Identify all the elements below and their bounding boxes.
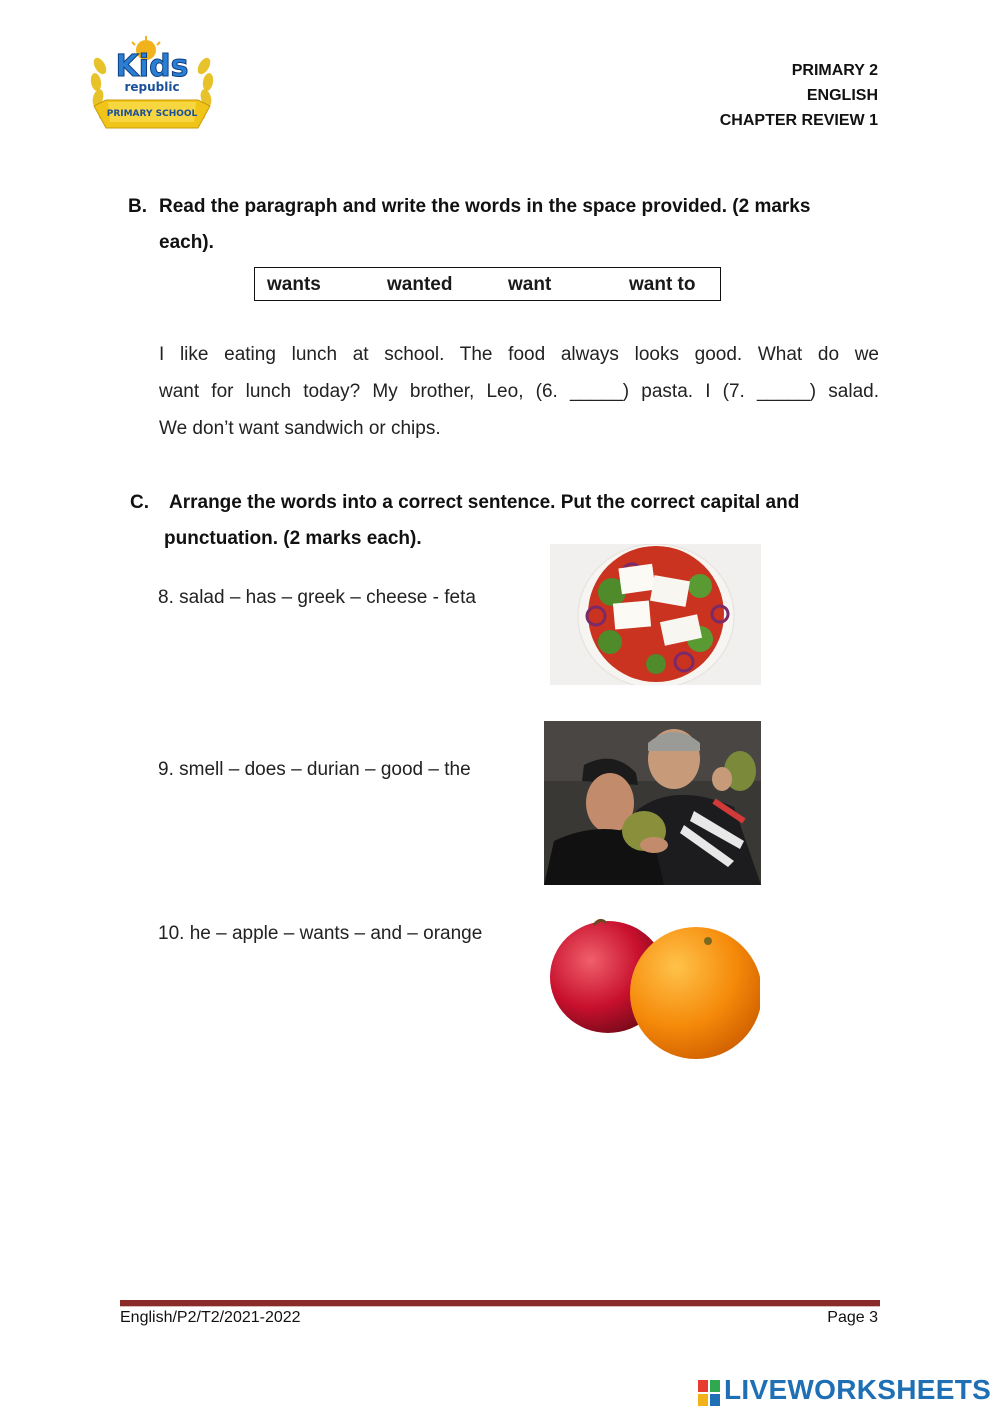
footer-page-number: Page 3	[827, 1309, 878, 1326]
word-bank-item: want to	[629, 274, 696, 295]
section-c-instruction-line1: Arrange the words into a correct sentence. Put the correct capital and	[169, 492, 800, 513]
question-8: 8. salad – has – greek – cheese - feta	[158, 587, 476, 608]
question-9: 9. smell – does – durian – good – the	[158, 759, 471, 780]
section-c-instruction-line2: punctuation. (2 marks each).	[164, 528, 422, 549]
section-b-letter: B.	[128, 196, 147, 217]
apple-and-orange-photo	[548, 915, 760, 1060]
paragraph-line3: We don’t want sandwich or chips.	[159, 418, 441, 439]
liveworksheets-watermark[interactable]: LIVEWORKSHEETS	[724, 1374, 992, 1405]
question-10: 10. he – apple – wants – and – orange	[158, 923, 483, 944]
header-chapter: CHAPTER REVIEW 1	[719, 112, 878, 129]
liveworksheets-badge-icon	[698, 1380, 720, 1406]
header-subject: ENGLISH	[806, 87, 878, 104]
section-b-instruction-line2: each).	[159, 232, 214, 253]
footer-course-code: English/P2/T2/2021-2022	[120, 1309, 301, 1326]
logo-republic-text: republic	[124, 80, 180, 94]
header-grade: PRIMARY 2	[791, 62, 878, 79]
greek-salad-photo	[550, 544, 761, 685]
section-b-instruction-line1: Read the paragraph and write the words in the space provided. (2 marks	[159, 196, 811, 217]
word-bank-box	[254, 267, 721, 301]
word-bank-item: want	[508, 274, 552, 295]
school-logo	[86, 36, 218, 136]
paragraph-line2: want for lunch today? My brother, Leo, (6. _____) pasta. I (7. _____) salad.	[159, 381, 879, 402]
logo-ribbon-text: PRIMARY SCHOOL	[106, 109, 198, 119]
section-c-letter: C.	[130, 492, 149, 513]
men-smelling-durian-photo	[544, 721, 761, 885]
word-bank-item: wants	[267, 274, 321, 295]
word-bank-item: wanted	[387, 274, 453, 295]
paragraph-line1: I like eating lunch at school. The food always looks good. What do we	[159, 344, 879, 365]
logo-kids-text: Kids	[115, 49, 189, 84]
footer-rule	[120, 1300, 880, 1307]
